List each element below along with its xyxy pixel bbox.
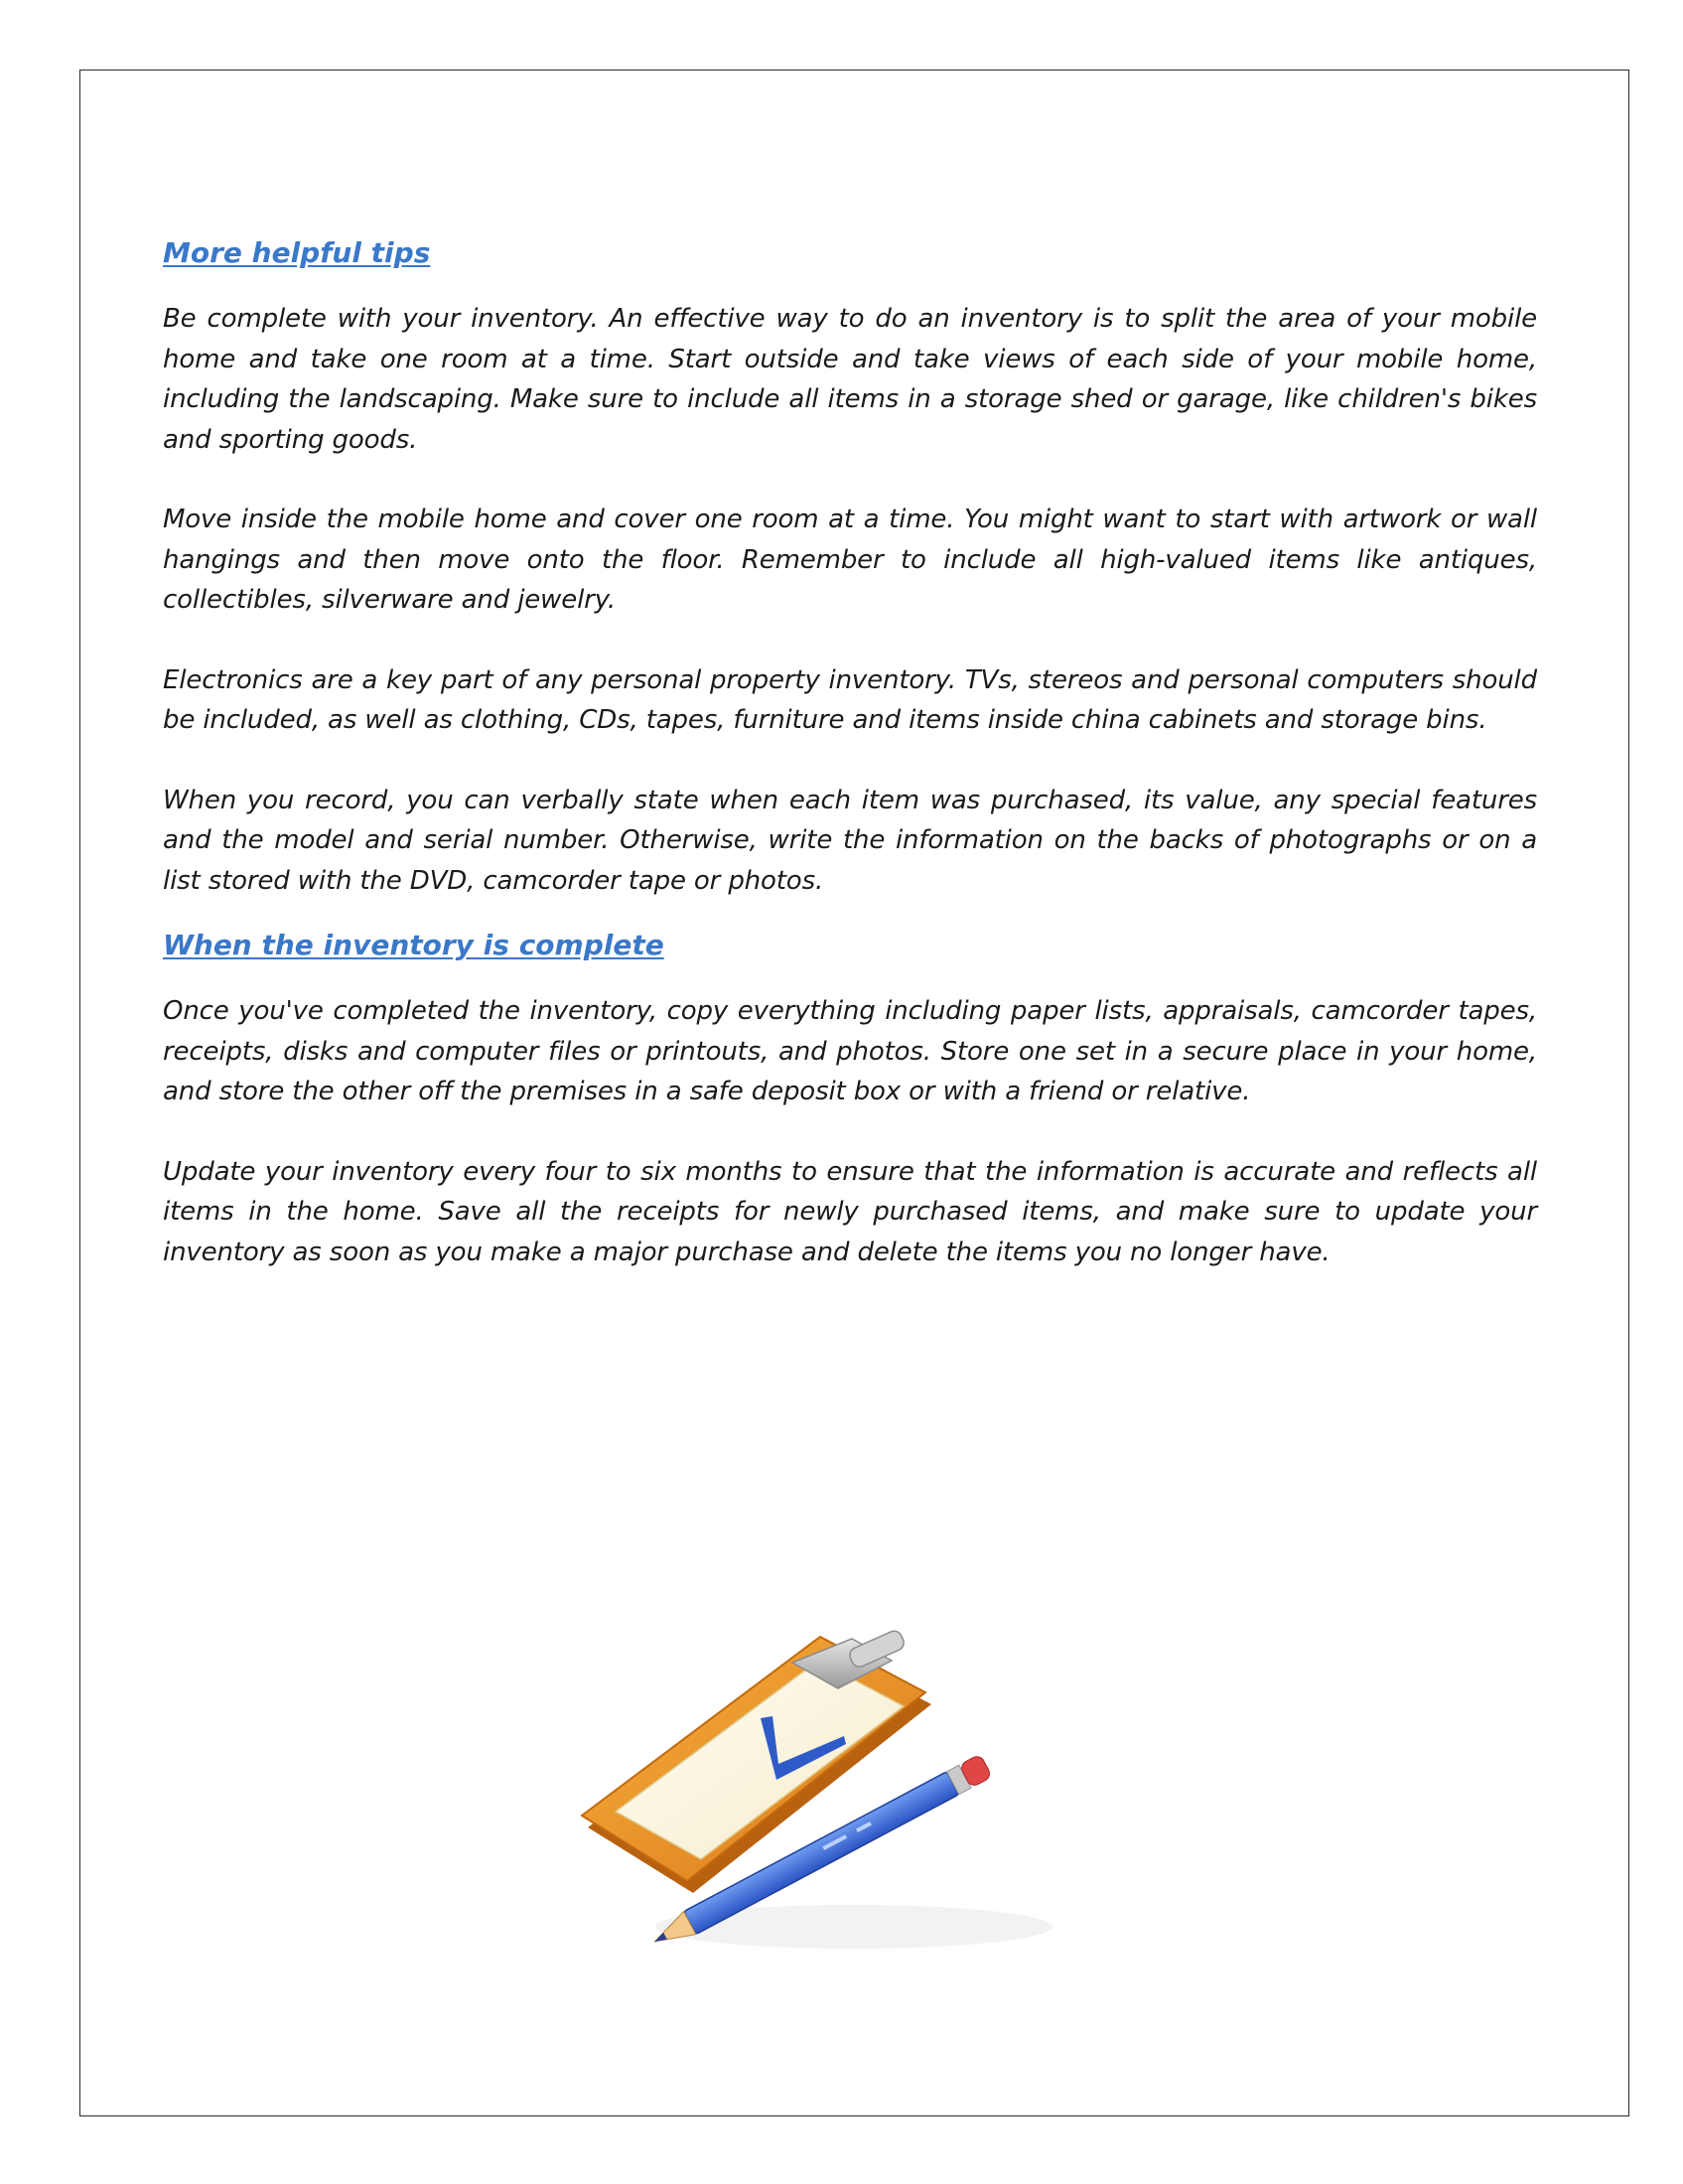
section-heading-helpful-tips[interactable]: More helpful tips	[163, 236, 431, 269]
paragraph-once-completed: Once you've completed the inventory, copy everything including paper lists, appraisals, camcorder tapes, receipts, disks and computer files or printouts, and photos. Store one set in a secure place in your home, and store the other off the premises in a safe deposit box or with a friend or relative.	[163, 996, 1537, 1106]
paragraph-when-you-record: When you record, you can verbally state when each item was purchased, its value, any special features and the model and serial number. Otherwise, write the information on the backs of photographs or on a list stored with the DVD, camcorder tape or photos.	[163, 785, 1537, 896]
paragraph-electronics: Electronics are a key part of any personal property inventory. TVs, stereos and personal computers should be included, as well as clothing, CDs, tapes, furniture and items inside china cabinets and storage bins.	[163, 664, 1537, 735]
paragraph-move-inside: Move inside the mobile home and cover one room at a time. You might want to start with artwork or wall hangings and then move onto the floor. Remember to include all high-valued items like antiques, collectibles, silverware and jewelry.	[163, 505, 1537, 615]
section-heading-inventory-complete[interactable]: When the inventory is complete	[163, 929, 664, 961]
document-body	[163, 236, 1537, 1312]
paragraph-be-complete: Be complete with your inventory. An effective way to do an inventory is to split the area of your mobile home and take one room at a time. Start outside and take views of each side of your mobile home, including the landscaping. Make sure to include all items in a storage shed or garage, like children's bikes and sporting goods.	[163, 304, 1537, 455]
clipboard-checklist-pencil-icon	[576, 1629, 1112, 1966]
paragraph-update-inventory: Update your inventory every four to six months to ensure that the information is accurate and reflects all items in the home. Save all the receipts for newly purchased items, and make sure to update your inventory as soon as you make a major purchase and delete the items you no longer have.	[163, 1156, 1537, 1267]
